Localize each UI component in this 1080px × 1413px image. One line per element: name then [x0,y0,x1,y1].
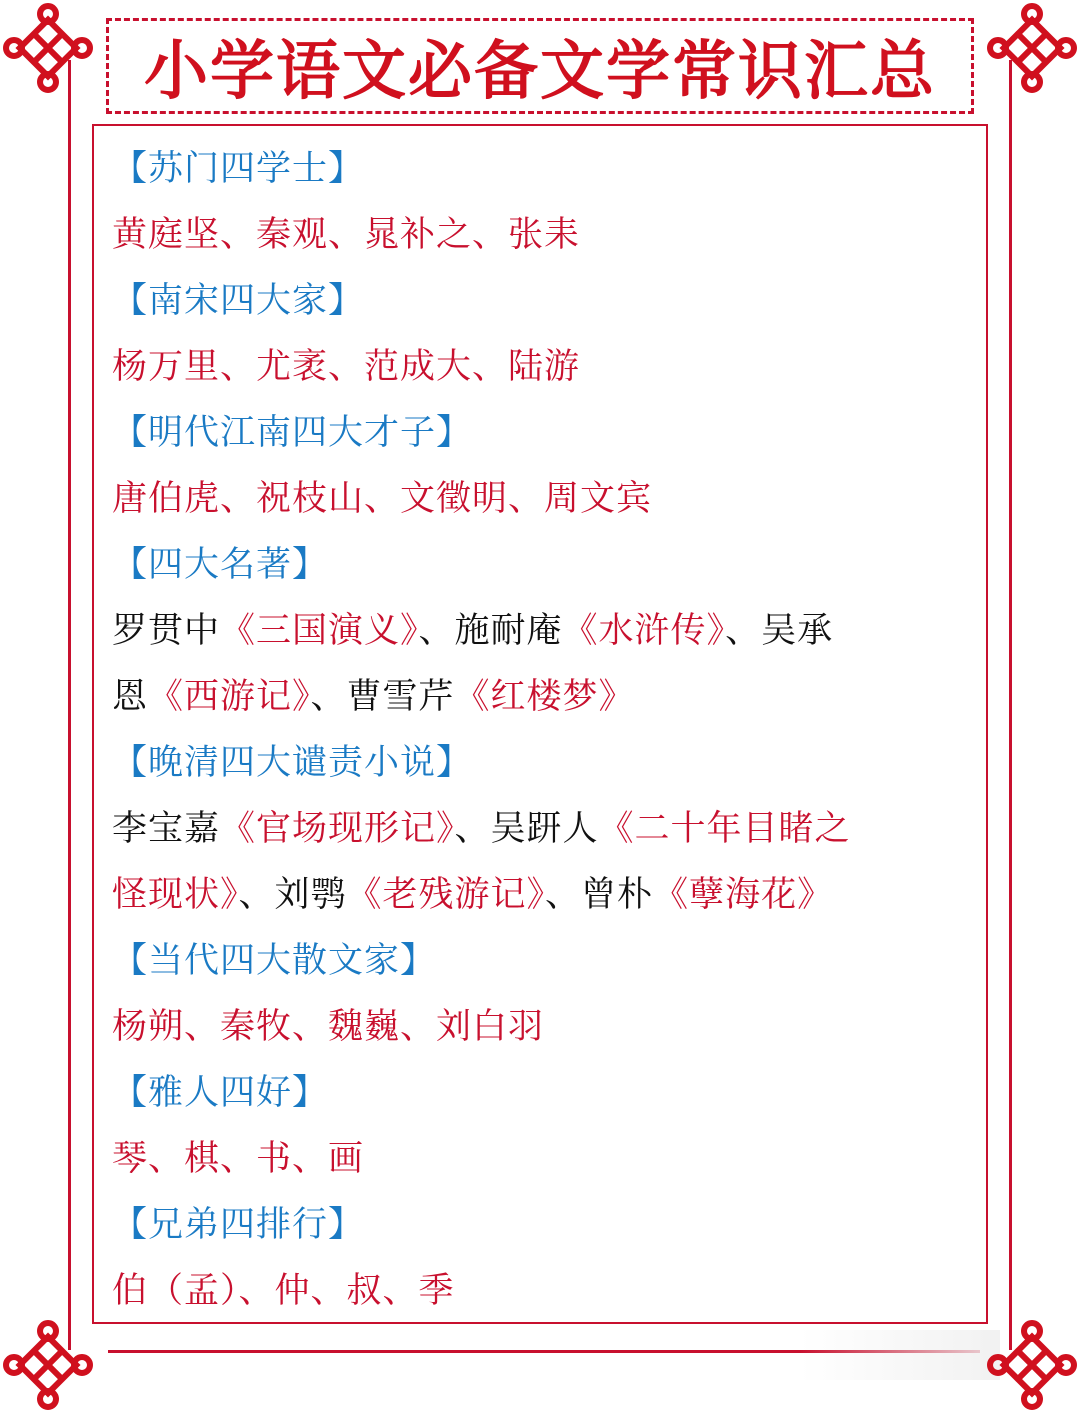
section-line [112,862,972,928]
section-line [112,202,972,268]
page-title: 小学语文必备文学常识汇总 [144,35,936,109]
chinese-knot-icon [0,0,96,96]
body-text: 、曹雪芹 [310,677,455,717]
section-line [112,796,972,862]
body-text: 、吴承 [725,611,834,651]
highlight-text: 怪现状》 [112,875,239,915]
section-heading: 【苏门四学士】 [112,149,365,189]
highlight-text: 《孽海花》 [653,875,834,915]
highlight-text: 杨朔、秦牧、魏巍、刘白羽 [112,1007,545,1047]
highlight-text: 唐伯虎、祝枝山、文徵明、周文宾 [112,479,653,519]
section-heading: 【雅人四好】 [112,1073,329,1113]
body-text: 罗贯中 [112,611,221,651]
body-text: 、吴趼人 [454,809,599,849]
highlight-text: 《西游记》 [148,677,311,717]
section-heading: 【南宋四大家】 [112,281,365,321]
section-line [112,1126,972,1192]
highlight-text: 黄庭坚、秦观、晁补之、张耒 [112,215,581,255]
section-line [112,664,972,730]
section-line [112,994,972,1060]
section-line [112,598,972,664]
title-box [106,18,974,114]
section-heading: 【明代江南四大才子】 [112,413,473,453]
highlight-text: 《水浒传》 [562,611,726,651]
chinese-knot-icon [984,0,1080,96]
section-heading: 【四大名著】 [112,545,329,585]
section-line [112,466,972,532]
body-text: 、刘鹗 [238,875,347,915]
body-text: 李宝嘉 [112,809,221,849]
section-line [112,334,972,400]
section-heading: 【晚清四大谴责小说】 [112,743,473,783]
highlight-text: 《三国演义》 [220,611,419,651]
highlight-text: 《老残游记》 [346,875,546,915]
corner-fade [800,1330,1000,1380]
chinese-knot-icon [0,1317,96,1413]
highlight-text: 《红楼梦》 [454,677,635,717]
section-heading: 【兄弟四排行】 [112,1205,365,1245]
content-area [112,136,972,1324]
highlight-text: 《官场现形记》 [220,809,455,849]
section-heading: 【当代四大散文家】 [112,941,437,981]
body-text: 、施耐庵 [418,611,563,651]
body-text: 恩 [112,677,149,717]
highlight-text: 伯（孟）、仲、叔、季 [112,1271,455,1311]
section-line [112,1258,972,1324]
body-text: 、曾朴 [545,875,654,915]
highlight-text: 琴、棋、书、画 [112,1139,365,1179]
highlight-text: 《二十年目睹之 [598,809,851,849]
chinese-knot-icon [984,1317,1080,1413]
highlight-text: 杨万里、尤袤、范成大、陆游 [112,347,581,387]
